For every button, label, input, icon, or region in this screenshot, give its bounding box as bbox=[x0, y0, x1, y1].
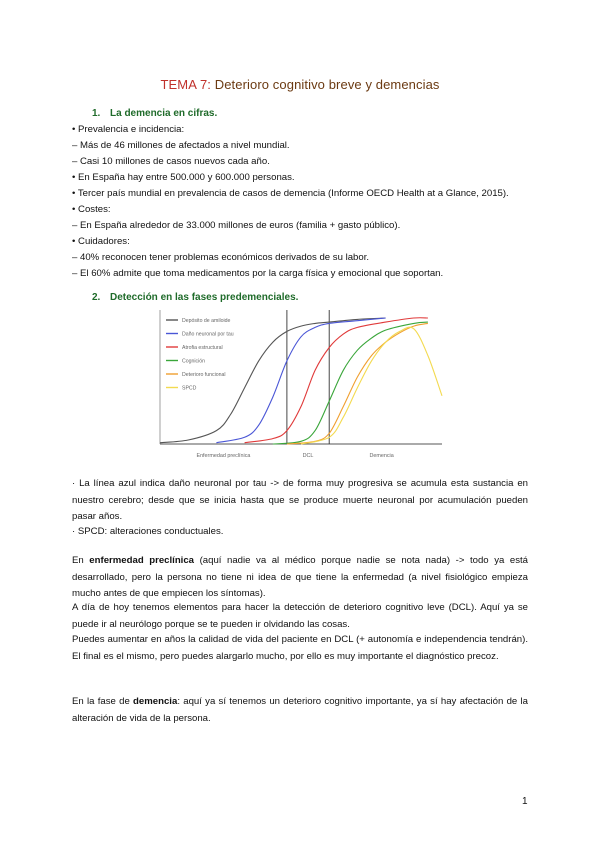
dcl-detection-paragraph: A día de hoy tenemos elementos para hacer la detección de deterioro cognitivo leve (DCL). Aquí ya se puede ir al neurólogo porque se te pueden ir olvidando las cosas. bbox=[72, 602, 528, 630]
p4-post: : aquí ya sí tenemos un deterioro cognitivo importante, ya sí hay afectación de la alteración de vida de la persona. bbox=[72, 696, 528, 724]
phase-label-3: Demencia bbox=[369, 453, 394, 459]
phase-label-1: Enfermedad preclínica bbox=[196, 453, 251, 459]
series-line-3 bbox=[245, 318, 428, 443]
dementia-paragraph bbox=[72, 694, 528, 727]
p1-pre: En bbox=[72, 555, 90, 566]
series-line-5 bbox=[287, 323, 428, 444]
list-item: • Tercer país mundial en prevalencia de casos de demencia (Informe OECD Health at a Glance, 2015). bbox=[72, 188, 509, 199]
section2-heading bbox=[92, 292, 298, 303]
biomarker-chart bbox=[158, 308, 444, 462]
phase-label-2: DCL bbox=[302, 453, 314, 459]
list-item: – En España alrededor de 33.000 millones de euros (familia + gasto público). bbox=[72, 220, 401, 231]
p1-bold: enfermedad preclínica bbox=[89, 555, 195, 566]
list-item: – El 60% admite que toma medicamentos por la carga física y emocional que soportan. bbox=[72, 268, 444, 279]
page-number: 1 bbox=[522, 796, 528, 807]
section2-title: Detección en las fases predemenciales. bbox=[110, 292, 299, 303]
legend-label-6: SPCD bbox=[182, 385, 197, 392]
list-item: • Cuidadores: bbox=[72, 236, 130, 247]
section1-heading bbox=[92, 108, 217, 119]
series-line-2 bbox=[216, 318, 385, 443]
dcl-quality-paragraph: Puedes aumentar en años la calidad de vida del paciente en DCL (+ autonomía e independencia tendrán). El final es el mismo, pero puedes alargarlo mucho, por ello es muy importante el diagnóstico precoz. bbox=[72, 634, 528, 662]
preclinical-paragraph bbox=[72, 553, 528, 603]
spcd-note: · SPCD: alteraciones conductuales. bbox=[72, 526, 224, 537]
list-item: • En España hay entre 500.000 y 600.000 personas. bbox=[72, 172, 295, 183]
p1-post: (aquí nadie va al médico porque nadie se nota nada) -> todo ya está desarrollado, pero la persona no tiene ni idea de que tiene la enfermedad (a nivel fisiológico empieza mucho antes de que empiecen los síntomas). bbox=[72, 555, 529, 599]
legend-label-1: Depósito de amiloide bbox=[182, 318, 231, 324]
series-line-6 bbox=[301, 327, 442, 444]
list-item: – 40% reconocen tener problemas económicos derivados de su labor. bbox=[72, 252, 370, 263]
section2-number: 2. bbox=[92, 292, 101, 303]
legend-label-4: Cognición bbox=[182, 358, 206, 365]
list-item: – Casi 10 millones de casos nuevos cada año. bbox=[72, 156, 270, 167]
list-item: – Más de 46 millones de afectados a nivel mundial. bbox=[72, 140, 290, 151]
list-item: • Prevalencia e incidencia: bbox=[72, 124, 185, 135]
title-rest: Deterioro cognitivo breve y demencias bbox=[211, 77, 440, 92]
tau-note: · La línea azul indica daño neuronal por tau -> de forma muy progresiva se acumula esta sustancia en nuestro cerebro; desde que se inicia hasta que se produce muerte neuronal por acumulación pueden pasar años. bbox=[72, 478, 528, 522]
legend-label-3: Atrofia estructural bbox=[182, 345, 223, 351]
list-item: • Costes: bbox=[72, 204, 111, 215]
legend-label-5: Deterioro funcional bbox=[182, 372, 226, 378]
title-lead: TEMA 7: bbox=[160, 77, 212, 92]
legend-label-2: Daño neuronal por tau bbox=[182, 331, 234, 338]
series-line-4 bbox=[273, 322, 428, 444]
section1-number: 1. bbox=[92, 108, 101, 119]
p4-pre: En la fase de bbox=[72, 696, 134, 707]
p4-bold: demencia bbox=[133, 696, 178, 707]
page-title bbox=[0, 77, 600, 92]
section1-title: La demencia en cifras. bbox=[110, 108, 218, 119]
